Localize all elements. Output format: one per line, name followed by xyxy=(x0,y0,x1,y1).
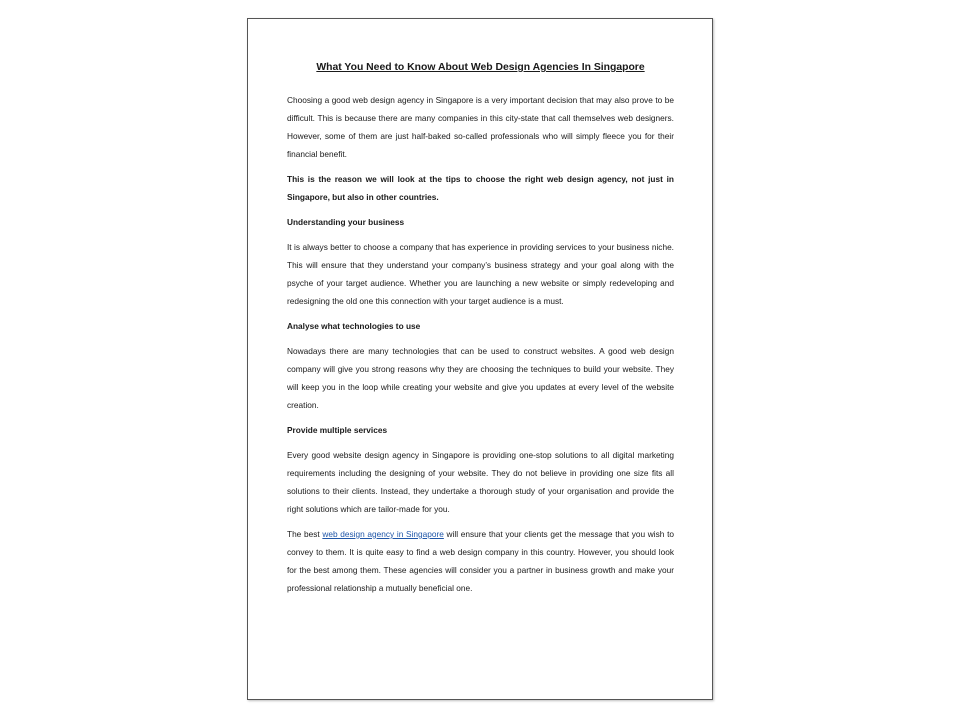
document-content xyxy=(287,61,674,604)
web-design-agency-link[interactable]: web design agency in Singapore xyxy=(322,529,444,539)
section-heading-technologies: Analyse what technologies to use xyxy=(287,321,421,331)
closing-paragraph xyxy=(287,525,674,597)
section-body-business: It is always better to choose a company that has experience in providing services to your business niche. This will ensure that they understand your company’s business strategy and your goal along with the psyche of your target audience. Whether you are launching a new website or simply redeveloping and redesigning the old one this connection with your target audience is a must. xyxy=(287,242,674,306)
section-body-services: Every good website design agency in Singapore is providing one-stop solutions to all digital marketing requirements including the designing of your website. They do not believe in providing one size fits all solutions to their clients. Instead, they undertake a thorough study of your organisation and provide the right solutions which are tailor-made for you. xyxy=(287,450,674,514)
closing-text-after-link: will ensure that your clients get the message that you wish to convey to them. It is quite easy to find a web design company in this country. However, you should look for the best among them. These agencies will consider you a partner in business growth and make your professional relationship a mutually beneficial one. xyxy=(287,529,675,593)
closing-text-before-link: The best xyxy=(287,529,323,539)
intro-paragraph: Choosing a good web design agency in Singapore is a very important decision that may also prove to be difficult. This is because there are many companies in this city-state that call themselves web designers. However, some of them are just half-baked so-called professionals who will simply fleece you for their financial benefit. xyxy=(287,95,674,159)
intro-bold-paragraph: This is the reason we will look at the tips to choose the right web design agency, not just in Singapore, but also in other countries. xyxy=(287,174,674,202)
section-heading-business: Understanding your business xyxy=(287,217,405,227)
section-body-technologies: Nowadays there are many technologies that can be used to construct websites. A good web design company will give you strong reasons why they are choosing the techniques to build your website. They will keep you in the loop while creating your website and give you updates at every level of the website creation. xyxy=(287,346,674,410)
section-heading-services: Provide multiple services xyxy=(287,425,388,435)
document-page xyxy=(247,18,713,700)
document-title: What You Need to Know About Web Design Agencies In Singapore xyxy=(316,62,645,73)
